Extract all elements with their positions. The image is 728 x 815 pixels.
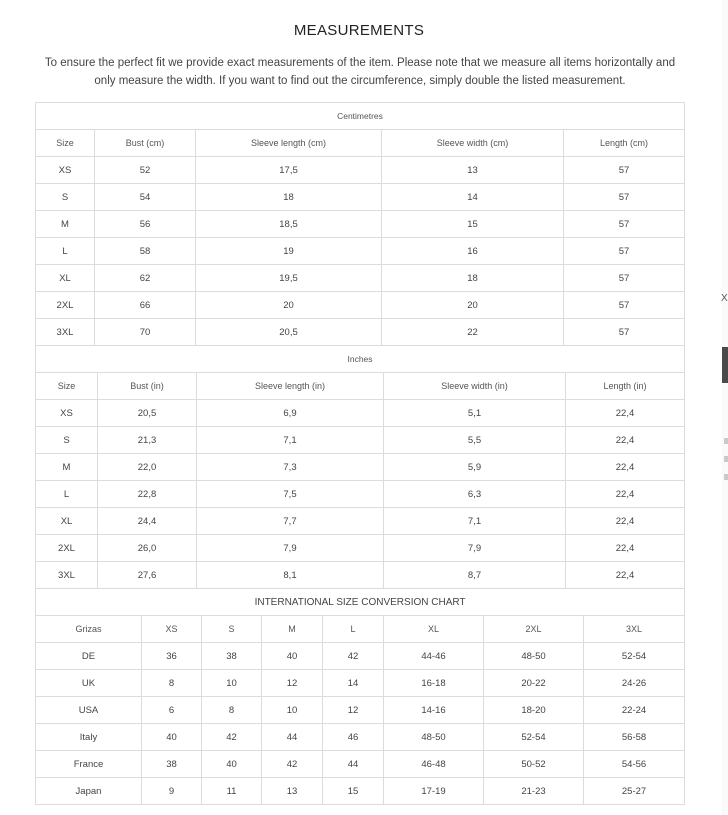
background-text-fragment [724, 438, 728, 444]
table-cell: 14 [382, 184, 564, 211]
table-cell: 36 [142, 643, 202, 670]
table-cell: 44 [323, 751, 384, 778]
column-header: M [262, 616, 323, 643]
table-cell: 57 [564, 184, 685, 211]
row-label-cell: S [36, 427, 98, 454]
row-label-cell: S [36, 184, 95, 211]
row-label-cell: 2XL [36, 292, 95, 319]
table-cell: 22,4 [566, 508, 685, 535]
table-cell: 20,5 [98, 400, 197, 427]
table-cell: 57 [564, 319, 685, 346]
table-cell: 19,5 [196, 265, 382, 292]
table-row [36, 292, 685, 319]
table-cell: 18-20 [484, 697, 584, 724]
table-row [36, 454, 685, 481]
table-cell: 9 [142, 778, 202, 805]
table-cell: 21-23 [484, 778, 584, 805]
table-cell: 18 [196, 184, 382, 211]
table-cell: 10 [262, 697, 323, 724]
table-cell: 24-26 [584, 670, 685, 697]
table-cell: 38 [202, 643, 262, 670]
close-icon[interactable]: X [721, 293, 728, 304]
row-label-cell: UK [36, 670, 142, 697]
column-header: Sleeve length (cm) [196, 130, 382, 157]
table-cell: 27,6 [98, 562, 197, 589]
intro-text: To ensure the perfect fit we provide exact measurements of the item. Please note that we measure all items horizontally and only measure the width. If you want to find out the circumference, simply double the listed measurement. [44, 57, 676, 87]
table-cell: 6,9 [197, 400, 384, 427]
table-cell: 8 [202, 697, 262, 724]
table-cell: 57 [564, 211, 685, 238]
table-cell: 46-48 [384, 751, 484, 778]
table-row [36, 643, 685, 670]
table-cell: 22,8 [98, 481, 197, 508]
table-cell: 56 [95, 211, 196, 238]
table-row [36, 508, 685, 535]
column-header: XL [384, 616, 484, 643]
table-row [36, 481, 685, 508]
table-cell: 50-52 [484, 751, 584, 778]
table-cell: 24,4 [98, 508, 197, 535]
table-cell: 13 [262, 778, 323, 805]
row-label-cell: XS [36, 400, 98, 427]
row-label-cell: XL [36, 508, 98, 535]
table-row [36, 400, 685, 427]
table-cell: 22,4 [566, 535, 685, 562]
table-cell: 11 [202, 778, 262, 805]
column-header: Length (cm) [564, 130, 685, 157]
table-cell: 26,0 [98, 535, 197, 562]
table-cell: 52 [95, 157, 196, 184]
table-row [36, 238, 685, 265]
table-cell: 22,4 [566, 400, 685, 427]
table-cell: 57 [564, 265, 685, 292]
table-cell: 16 [382, 238, 564, 265]
column-header: 3XL [584, 616, 685, 643]
row-label-cell: Italy [36, 724, 142, 751]
table-cell: 22 [382, 319, 564, 346]
table-cell: 6 [142, 697, 202, 724]
background-text-fragment [724, 456, 728, 462]
column-header: Bust (cm) [95, 130, 196, 157]
table-cell: 18 [382, 265, 564, 292]
background-panel-strip [722, 347, 728, 383]
table-cell: 14-16 [384, 697, 484, 724]
row-label-cell: Japan [36, 778, 142, 805]
table-row [36, 211, 685, 238]
table-cell: 40 [262, 643, 323, 670]
row-label-cell: XL [36, 265, 95, 292]
table-cell: 7,3 [197, 454, 384, 481]
table-cell: 42 [262, 751, 323, 778]
row-label-cell: L [36, 238, 95, 265]
table-cell: 44 [262, 724, 323, 751]
table-cell: 46 [323, 724, 384, 751]
table-cell: 17-19 [384, 778, 484, 805]
table-cell: 22,4 [566, 562, 685, 589]
table-cell: 20-22 [484, 670, 584, 697]
table-cell: 12 [323, 697, 384, 724]
table-cell: 5,5 [384, 427, 566, 454]
table-cell: 7,5 [197, 481, 384, 508]
table-cell: 16-18 [384, 670, 484, 697]
table-cell: 42 [202, 724, 262, 751]
column-header: Grizas [36, 616, 142, 643]
table-cell: 7,9 [197, 535, 384, 562]
row-label-cell: XS [36, 157, 95, 184]
table-cell: 22,4 [566, 481, 685, 508]
table-row [36, 265, 685, 292]
column-header: Size [36, 373, 98, 400]
table-cell: 22,4 [566, 454, 685, 481]
row-label-cell: USA [36, 697, 142, 724]
table-cell: 13 [382, 157, 564, 184]
table-cell: 52-54 [584, 643, 685, 670]
table-cell: 8,1 [197, 562, 384, 589]
column-header: 2XL [484, 616, 584, 643]
row-label-cell: L [36, 481, 98, 508]
row-label-cell: M [36, 454, 98, 481]
table-cell: 62 [95, 265, 196, 292]
row-label-cell: 3XL [36, 319, 95, 346]
table-cell: 19 [196, 238, 382, 265]
table-cell: 57 [564, 292, 685, 319]
column-header: Sleeve length (in) [197, 373, 384, 400]
table-cell: 5,9 [384, 454, 566, 481]
table-cell: 25-27 [584, 778, 685, 805]
table-cell: 7,1 [384, 508, 566, 535]
table-cell: 20 [382, 292, 564, 319]
centimetres-table [35, 102, 685, 346]
row-label-cell: 3XL [36, 562, 98, 589]
table-cell: 21,3 [98, 427, 197, 454]
column-header: Length (in) [566, 373, 685, 400]
column-header: S [202, 616, 262, 643]
table-cell: 44-46 [384, 643, 484, 670]
column-header: Sleeve width (in) [384, 373, 566, 400]
table-cell: 57 [564, 238, 685, 265]
table-cell: 7,1 [197, 427, 384, 454]
table-cell: 20,5 [196, 319, 382, 346]
table-cell: 52-54 [484, 724, 584, 751]
table-cell: 14 [323, 670, 384, 697]
table-cell: 57 [564, 157, 685, 184]
table-cell: 66 [95, 292, 196, 319]
table-cell: 48-50 [484, 643, 584, 670]
table-row [36, 184, 685, 211]
table-cell: 22,0 [98, 454, 197, 481]
table-cell: 5,1 [384, 400, 566, 427]
table-cell: 58 [95, 238, 196, 265]
table-cell: 70 [95, 319, 196, 346]
table-cell: 7,9 [384, 535, 566, 562]
table-cell: 56-58 [584, 724, 685, 751]
table-cell: 10 [202, 670, 262, 697]
column-header: Size [36, 130, 95, 157]
column-header: XS [142, 616, 202, 643]
table-cell: 15 [382, 211, 564, 238]
table-cell: 48-50 [384, 724, 484, 751]
table-row [36, 751, 685, 778]
table-row [36, 427, 685, 454]
table-cell: 40 [142, 724, 202, 751]
column-header: Bust (in) [98, 373, 197, 400]
table-cell: 8 [142, 670, 202, 697]
table-cell: 6,3 [384, 481, 566, 508]
table-row [36, 562, 685, 589]
table-cell: 22,4 [566, 427, 685, 454]
table-caption: Centimetres [36, 103, 685, 130]
column-header: L [323, 616, 384, 643]
table-cell: 54 [95, 184, 196, 211]
table-row [36, 697, 685, 724]
table-cell: 42 [323, 643, 384, 670]
page-edge [722, 0, 728, 815]
table-row [36, 319, 685, 346]
background-text-fragment [724, 474, 728, 480]
table-cell: 8,7 [384, 562, 566, 589]
table-caption: INTERNATIONAL SIZE CONVERSION CHART [36, 589, 685, 616]
row-label-cell: M [36, 211, 95, 238]
column-header: Sleeve width (cm) [382, 130, 564, 157]
row-label-cell: 2XL [36, 535, 98, 562]
table-cell: 22-24 [584, 697, 685, 724]
table-cell: 7,7 [197, 508, 384, 535]
table-cell: 54-56 [584, 751, 685, 778]
table-caption: Inches [36, 346, 685, 373]
table-row [36, 535, 685, 562]
inches-table [35, 345, 685, 589]
table-cell: 18,5 [196, 211, 382, 238]
table-row [36, 778, 685, 805]
table-row [36, 157, 685, 184]
table-cell: 38 [142, 751, 202, 778]
table-cell: 20 [196, 292, 382, 319]
row-label-cell: France [36, 751, 142, 778]
table-cell: 15 [323, 778, 384, 805]
row-label-cell: DE [36, 643, 142, 670]
table-row [36, 670, 685, 697]
table-cell: 40 [202, 751, 262, 778]
table-cell: 17,5 [196, 157, 382, 184]
table-cell: 12 [262, 670, 323, 697]
table-row [36, 724, 685, 751]
international-size-table [35, 588, 685, 805]
page-title: MEASUREMENTS [293, 22, 425, 39]
